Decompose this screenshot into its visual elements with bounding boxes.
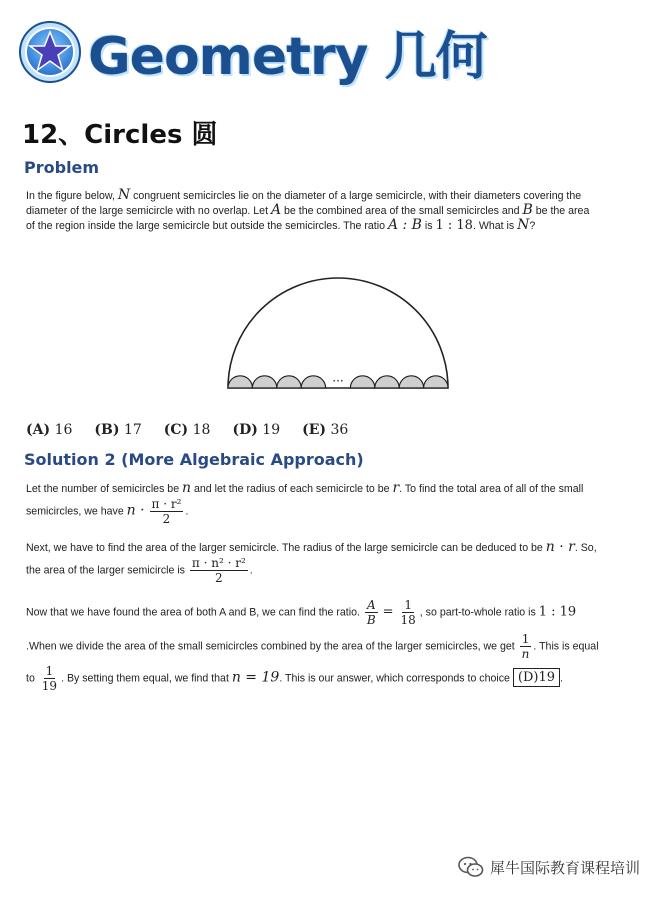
wechat-icon — [458, 856, 484, 878]
text: , so part-to-whole ratio is — [419, 606, 539, 619]
text: ? — [529, 220, 536, 232]
denominator: 18 — [400, 613, 416, 627]
choice-b — [94, 422, 141, 438]
text: Now that we have found the area of both A and B, we can find the ratio. — [26, 606, 363, 619]
banner — [18, 14, 487, 89]
choice-value: 19 — [262, 422, 281, 438]
text: .When we divide the area of the small semicircles combined by the area of the larger semicircles, we get — [26, 640, 518, 653]
math-n-equals-19: n = 19 — [231, 669, 280, 686]
star-badge-icon — [18, 20, 82, 84]
problem-text — [26, 188, 656, 233]
text: be the combined area of the small semicircles and — [281, 205, 523, 217]
text: . What is — [472, 220, 518, 232]
solution-p6 — [26, 632, 656, 661]
text: In the figure below, — [26, 190, 118, 202]
text: Next, we have to find the area of the larger semicircle. The radius of the large semicircle can be deduced to be — [26, 542, 546, 554]
numerator: 1 — [404, 598, 412, 612]
text: is — [421, 220, 436, 232]
solution-p1 — [26, 481, 656, 496]
choice-label: (B) — [94, 422, 120, 438]
denominator: 2 — [215, 571, 223, 585]
text: the area of the larger semicircle is — [26, 564, 188, 577]
choice-value: 17 — [123, 422, 142, 438]
choice-a — [26, 422, 72, 438]
math-ratio: 1 : 19 — [538, 604, 577, 620]
choice-c — [164, 422, 211, 438]
fraction-a-over-b — [365, 598, 378, 627]
solution-p2 — [26, 497, 656, 526]
text: Let the number of semicircles be — [26, 483, 183, 495]
choice-label: (C) — [163, 422, 189, 438]
choice-value: 18 — [192, 422, 211, 438]
text: . To find the total area of all of the small — [399, 483, 584, 495]
fraction — [150, 497, 184, 526]
fraction-1-over-n — [520, 632, 532, 661]
text: and let the radius of each semicircle to be — [191, 483, 393, 495]
choice-label: (D) — [232, 422, 258, 438]
text: to — [26, 672, 38, 685]
math-B: B — [522, 202, 533, 218]
denominator: 2 — [162, 512, 171, 526]
text: . — [249, 564, 253, 577]
choice-e — [302, 422, 348, 438]
choice-value: 36 — [330, 422, 349, 438]
choice-d — [232, 422, 280, 438]
numerator: A — [366, 598, 376, 612]
denominator: 19 — [41, 679, 58, 693]
equals-sign: = — [382, 604, 394, 620]
text: be the area — [532, 205, 590, 217]
math-ratio-AB: A : B — [387, 217, 422, 233]
watermark-text: 犀牛国际教育课程培训 — [490, 858, 641, 877]
answer-choices — [26, 422, 348, 438]
text: . — [185, 505, 189, 518]
math-n: n — [182, 480, 192, 496]
numerator: π · n² · r² — [191, 556, 246, 570]
section-title: 12、Circles 圆 — [22, 120, 218, 150]
watermark — [458, 856, 640, 878]
math-n-r: n · r — [545, 539, 575, 555]
solution-p7 — [26, 664, 656, 693]
text: semicircles, we have — [26, 505, 127, 518]
text: of the region inside the large semicircle but outside the semicircles. The ratio — [26, 220, 388, 232]
boxed-answer: (D)19 — [513, 668, 560, 687]
numerator: π · r² — [151, 497, 182, 511]
fraction-1-over-18 — [399, 598, 418, 627]
text: . This is our answer, which corresponds to choice — [279, 672, 513, 685]
choice-value: 16 — [54, 422, 73, 438]
math-ratio: 1 : 18 — [435, 218, 473, 233]
fraction — [190, 556, 248, 585]
denominator: n — [521, 647, 530, 661]
text: . — [560, 672, 563, 685]
math-A: A — [270, 202, 282, 218]
numerator: 1 — [521, 632, 530, 646]
semicircle-figure — [222, 272, 454, 394]
large-semicircle — [228, 278, 448, 388]
solution-p3 — [26, 540, 656, 555]
banner-title: Geometry 几何 — [88, 27, 487, 87]
text: congruent semicircles lie on the diameter of a large semicircle, with their diameters covering the — [130, 190, 582, 202]
solution-p5 — [26, 598, 656, 627]
problem-line-1 — [26, 188, 656, 203]
math-n-dot: n · — [126, 502, 145, 519]
choice-label: (A) — [26, 422, 51, 438]
problem-heading: Problem — [24, 158, 100, 177]
problem-line-2 — [26, 203, 656, 218]
choice-label: (E) — [302, 422, 327, 438]
fraction-1-over-19 — [40, 664, 59, 693]
text: . This is equal — [533, 640, 599, 653]
denominator: B — [366, 613, 376, 627]
ellipsis-dots: ··· — [332, 374, 344, 388]
problem-line-3 — [26, 218, 656, 233]
solution-p4 — [26, 556, 656, 585]
solution-heading: Solution 2 (More Algebraic Approach) — [24, 450, 364, 469]
numerator: 1 — [45, 664, 54, 678]
text: diameter of the large semicircle with no overlap. Let — [26, 205, 271, 217]
math-N: N — [517, 217, 530, 233]
text: . So, — [574, 542, 597, 554]
text: . By setting them equal, we find that — [61, 672, 232, 685]
math-N: N — [117, 187, 131, 203]
math-r: r — [392, 480, 400, 496]
